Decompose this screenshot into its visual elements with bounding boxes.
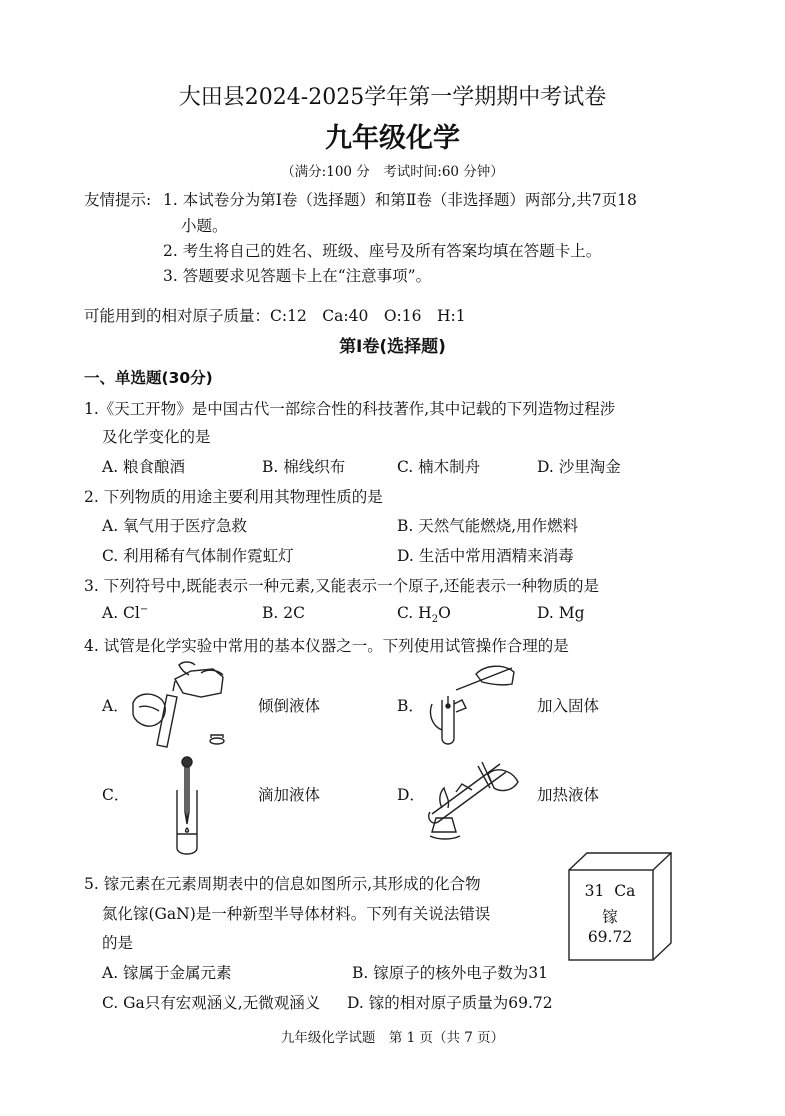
q5-option-c: C. Ga只有宏观涵义,无微观涵义 [102,994,321,1012]
q3-option-c-post: O [438,604,451,622]
q5-option-b: B. 镓原子的核外电子数为31 [352,964,548,982]
q5-stem-cont: 氮化镓(GaN)是一种新型半导体材料。下列有关说法错误 [102,905,491,923]
heating-liquid-illustration [422,748,522,846]
pouring-liquid-illustration [125,655,240,750]
element-atomic-mass: 69.72 [587,928,633,946]
tip-1: 1. 本试卷分为第Ⅰ卷（选择题）和第Ⅱ卷（非选择题）两部分,共7页18 [163,191,637,209]
atomic-mass-line: 可能用到的相对原子质量：C:12 Ca:40 O:16 H:1 [84,307,466,325]
q4-option-d-letter: D． [397,786,425,804]
dropping-liquid-illustration [172,752,202,858]
page-footer: 九年级化学试题 第 1 页（共 7 页） [280,1030,505,1046]
q3-stem: 3. 下列符号中,既能表示一种元素,又能表示一个原子,还能表示一种物质的是 [84,577,599,595]
q2-option-a: A. 氧气用于医疗急救 [102,517,248,535]
subject-title: 九年级化学 [325,123,460,154]
q3-option-a-text: A. Cl [102,604,140,623]
tip-2: 2. 考生将自己的姓名、班级、座号及所有答案均填在答题卡上。 [163,242,602,260]
q5-option-a: A. 镓属于金属元素 [102,964,232,982]
q5-stem-end: 的是 [102,934,134,952]
element-name: 镓 [602,908,618,926]
q1-option-d: D. 沙里淘金 [537,458,621,476]
element-symbol: Ca [614,882,636,900]
q4-stem: 4. 试管是化学实验中常用的基本仪器之一。下列使用试管操作合理的是 [84,637,569,655]
q3-option-c-sub: 2 [431,614,439,626]
exam-meta: （满分:100 分 考试时间:60 分钟） [281,164,504,180]
q4-option-b-letter: B． [397,697,424,715]
section-title: 第Ⅰ卷(选择题) [339,337,446,357]
q4-option-c-text: 滴加液体 [258,786,321,804]
q1-option-b: B. 棉线织布 [262,458,346,476]
q3-option-a [102,604,148,622]
q2-option-d: D. 生活中常用酒精来消毒 [397,547,574,565]
exam-title: 大田县2024-2025学年第一学期期中考试卷 [178,85,607,110]
q1-option-a: A. 粮食酿酒 [102,458,186,476]
q5-stem: 5. 镓元素在元素周期表中的信息如图所示,其形成的化合物 [84,875,481,893]
q4-option-b-text: 加入固体 [537,697,600,715]
element-number-symbol [572,882,648,900]
q1-option-c: C. 楠木制舟 [397,458,481,476]
q3-option-c-pre: C. H [397,604,432,622]
q1-stem-cont: 及化学变化的是 [102,428,211,446]
q4-option-d-text: 加热液体 [537,786,600,804]
tip-1-cont: 小题。 [181,217,228,235]
q2-option-c: C. 利用稀有气体制作霓虹灯 [102,547,294,565]
tip-3: 3. 答题要求见答题卡上在“注意事项”。 [163,267,432,285]
q2-option-b: B. 天然气能燃烧,用作燃料 [397,517,579,535]
tips-label: 友情提示: [84,191,152,209]
adding-solid-illustration [426,660,521,750]
element-atomic-number: 31 [584,882,605,900]
q2-stem: 2. 下列物质的用途主要利用其物理性质的是 [84,488,383,506]
q3-option-c [397,604,451,625]
q4-option-a-letter: A． [102,697,129,715]
q4-option-c-letter: C． [102,786,130,804]
q1-stem: 1.《天工开物》是中国古代一部综合性的科技著作,其中记载的下列造物过程涉 [84,400,616,418]
part-title: 一、单选题(30分) [84,369,213,387]
q4-option-a-text: 倾倒液体 [258,697,321,715]
q5-option-d: D. 镓的相对原子质量为69.72 [347,994,553,1012]
q3-option-d: D. Mg [537,604,585,622]
q3-option-b: B. 2C [262,604,305,622]
q3-option-a-sup: − [139,604,149,615]
